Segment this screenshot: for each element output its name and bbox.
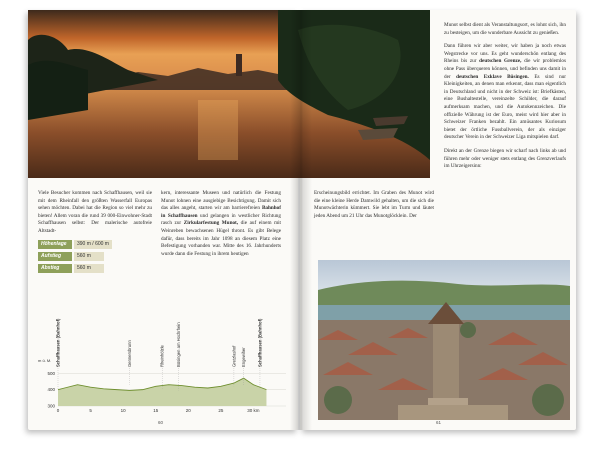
rhine-sunset-photo [28,10,430,178]
y-tick-label: 300 [47,403,55,409]
waypoint-label: Büsingen am Hochrhein [176,322,182,367]
border-text [444,43,566,142]
text-run: Es sind nur Kleinigkeiten, an denen man erkennt, dass man eigentlich in Deutschland und nicht in der Schweiz ist: Briefkästen, eine Bushaltestelle, vereinzelte Schilder, die darauf aufmerksam machen, und die Autokennzeichen. Die offizielle Währung ist der Euro, meist wird hier aber in Schweizer Franken bezahlt. Ein amüsantes Kuriosum bietet der örtliche Fussballverein, der als einziger deutscher Verein in der Schweizer Liga mitspielen darf. [444,73,567,141]
x-tick-label: 15 [153,408,159,413]
x-tick-label: 10 [120,408,126,413]
page-number-right: 61 [436,420,442,425]
text-run: Erscheinungsbild errichtet. Im Graben des Munot wird die eine kleine Herde Damwild gehalten, um die sich die Munotwächterin kümmert. Sie lebt im Turm und läutet jeden Abend um 21 Uhr das Munotglöcklein. Der [314,190,434,219]
direction-text [444,148,566,171]
x-tick-label: 25 [218,408,224,413]
intro-text: Viele Besucher kommen nach Schaffhausen, weil sie mit dem Rheinfall den größten Wasserfall Europas sehen möchten. Dabei hat die Region so viel mehr zu bieten! Allem voran die rund 39 000-Einwohner-Stadt Schaffhausen selbst: Der malerische autofreie Altstadt- [38,190,152,234]
munot-fortress-photo [318,260,570,420]
waypoint-label: Schaffhausen (Bahnhof) [257,318,263,367]
text-run: die auf einem mit Weinreben bewachsenen Hügel thront. Es gibt Belege dafür, dass bereits im Jahr 1098 an diesem Platz eine Befestigung vorhanden war. Mitte des 16. Jahrhunderts wurde dann die Festung in ihrem heutigen [161,220,281,257]
stat-value: 560 m [74,252,104,261]
stat-row-elevation [38,240,150,249]
x-tick-label: 5 [89,408,92,413]
stat-label: Abstieg [38,264,72,273]
bold-run: deutschen Exklave Büsingen. [456,73,529,80]
x-tick-label: 30 km [247,408,260,413]
x-tick-label: 0 [56,408,60,413]
book-spread [28,10,576,430]
text-run: kern, interessante Museen und natürlich die Festung Munot lohnen eine ausgiebige Besichtigung. Damit sich das alles angeht, starten wir am barrierefreien [161,190,281,212]
text-run: und gelangen in westlicher Richtung rasch zur [161,212,281,227]
bold-run: Bahnhof in Schaffhausen [161,205,281,219]
munot-paragraph [161,190,281,258]
text-run: die wir problemlos ohne Pass überqueren können, und befinden uns damit in der [444,58,567,80]
intro-paragraph [38,190,152,236]
stat-value: 390 m / 600 m [74,240,112,249]
bold-run: deutschen Grenze, [479,58,522,65]
stat-row-ascent [38,252,150,261]
waypoint-label: Schaffhausen (Bahnhof) [55,318,61,367]
y-tick-label: 400 [47,387,55,393]
stat-row-descent [38,264,150,273]
text-run: Munot selbst dient als Veranstaltungsort, es lohnt sich, ihn zu besteigen, um die wunderbare Aussicht zu genießen. [444,22,566,36]
text-run: Dann führen wir aber weiter, wir haben ja noch etwas Wegstrecke vor uns. Es geht wunderschön entlang des Rheins bis zur [444,43,566,65]
elevation-profile [36,310,294,414]
stat-label: Aufstieg [38,252,72,261]
stats-table [38,240,150,276]
y-unit-label: m ü. M. [38,358,52,363]
stat-value: 560 m [74,264,104,273]
bold-run: Zirkularfestung Munot, [183,220,239,227]
waypoint-label: Gennersbrunn [127,340,133,367]
waypoint-label: Rheinhölzle [159,345,165,367]
grenze-paragraph [444,22,566,171]
y-tick-label: 500 [47,370,55,376]
x-tick-label: 20 [185,408,191,413]
munot-guard-paragraph [314,190,434,220]
text-run: Direkt an der Grenze biegen wir scharf nach links ab und führen mehr oder weniger stets entlang des Grenzverlaufs im Uhrzeigersinn: [444,147,566,170]
munot-view-text [444,22,566,37]
waypoint-label: Engewiher [241,347,247,367]
elevation-profile-svg [36,310,294,414]
waypoint-label: Gretzlashof [231,345,237,367]
stat-label: Höhenlage [38,240,72,249]
page-number-left: 60 [158,420,164,425]
